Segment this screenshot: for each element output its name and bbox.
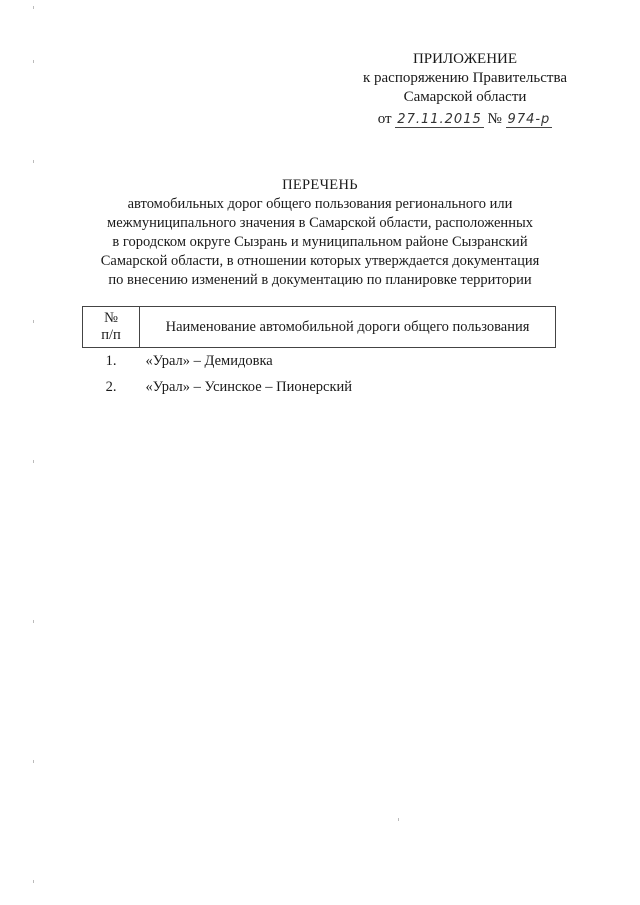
appendix-date-number-line: [330, 110, 600, 129]
scan-speck: [33, 460, 34, 463]
list-subtitle-line: автомобильных дорог общего пользования регионального или: [127, 196, 513, 212]
appendix-line-2: Самарской области: [403, 89, 527, 105]
row-number: 2.: [105, 379, 117, 395]
header-name-cell: Наименование автомобильной дороги общего пользования: [140, 307, 556, 348]
scan-speck: [33, 320, 34, 323]
table-row: [83, 374, 556, 400]
scan-speck: [398, 818, 399, 821]
header-number-symbol: №: [104, 310, 118, 326]
list-subtitle-line: межмуниципального значения в Самарской области, расположенных: [107, 215, 533, 231]
list-subtitle-line: по внесению изменений в документацию по планировке территории: [108, 272, 532, 288]
list-subtitle-line: Самарской области, в отношении которых утверждается документация: [100, 253, 540, 269]
from-label: от: [377, 111, 392, 127]
appendix-title: ПРИЛОЖЕНИЕ: [412, 51, 518, 67]
list-title: ПЕРЕЧЕНЬ: [282, 177, 358, 193]
list-title-block: [60, 176, 580, 290]
roads-table: [82, 306, 556, 400]
row-number: 1.: [105, 353, 117, 369]
handwritten-date: 27.11.2015: [397, 112, 482, 127]
scan-speck: [33, 760, 34, 763]
appendix-header: [330, 50, 600, 129]
appendix-line-1: к распоряжению Правительства: [362, 70, 567, 86]
table-row: [83, 348, 556, 375]
road-name: «Урал» – Усинское – Пионерский: [145, 379, 353, 395]
scan-speck: [33, 620, 34, 623]
table-header-row: [83, 307, 556, 348]
list-subtitle-line: в городском округе Сызрань и муниципальном районе Сызранский: [112, 234, 528, 250]
scan-speck: [33, 6, 34, 9]
roads-table-wrapper: [82, 306, 556, 400]
scan-speck: [33, 60, 34, 63]
handwritten-number: 974-р: [507, 112, 551, 127]
header-number-cell: [83, 307, 140, 348]
road-name: «Урал» – Демидовка: [145, 353, 273, 369]
header-number-abbr: п/п: [101, 327, 121, 343]
scan-speck: [33, 880, 34, 883]
scan-speck: [33, 160, 34, 163]
number-label: №: [487, 111, 502, 127]
